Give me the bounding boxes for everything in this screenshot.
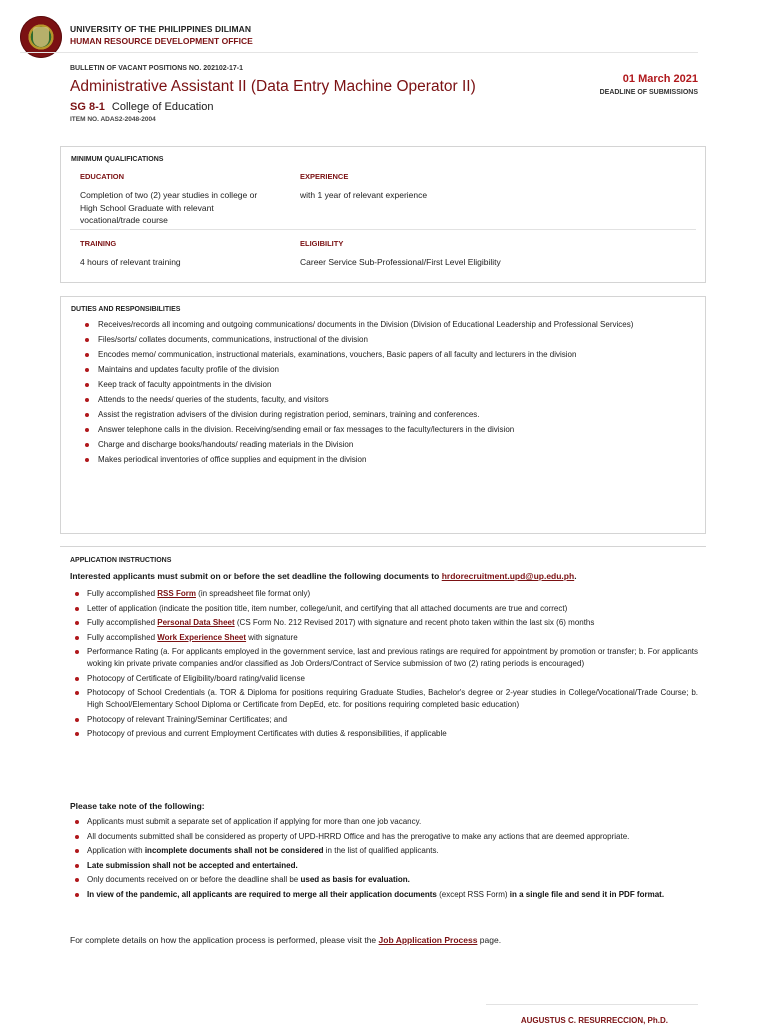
list-item: Maintains and updates faculty profile of the division <box>81 364 681 377</box>
item-text-bold: incomplete documents shall not be considered <box>144 846 324 855</box>
experience-label: EXPERIENCE <box>300 172 349 181</box>
notes-list <box>70 816 698 903</box>
signatory-name: AUGUSTUS C. RESURRECCION, Ph.D. <box>520 1016 668 1025</box>
qualifications-divider <box>70 229 696 230</box>
personal-data-sheet-link[interactable]: Personal Data Sheet <box>157 618 235 627</box>
list-item: Photocopy of previous and current Employment Certificates with duties & responsibilities, if applicable <box>70 728 698 740</box>
list-item: Letter of application (indicate the position title, item number, college/unit, and certifying that all attached documents are true and correct) <box>70 603 698 615</box>
qualifications-heading: MINIMUM QUALIFICATIONS <box>71 156 164 163</box>
education-cell <box>80 172 270 227</box>
item-text: Fully accomplished <box>87 618 156 627</box>
list-item: Answer telephone calls in the division. Receiving/sending email or fax messages to the faculty/lecturers in the division <box>81 424 681 437</box>
deadline-label: DEADLINE OF SUBMISSIONS <box>599 89 698 96</box>
item-number: ITEM NO. ADAS2-2048-2004 <box>70 116 156 123</box>
list-item: Charge and discharge books/handouts/ reading materials in the Division <box>81 439 681 452</box>
university-name: UNIVERSITY OF THE PHILIPPINES DILIMAN <box>70 24 252 34</box>
list-item <box>70 588 698 600</box>
duties-box <box>60 296 706 534</box>
item-text-bold: used as basis for evaluation. <box>300 875 410 884</box>
office-name: HUMAN RESOURCE DEVELOPMENT OFFICE <box>70 36 253 46</box>
application-intro: Interested applicants must submit on or before the set deadline the following documents to hrdorecruitment.upd@up.edu.ph. <box>70 571 577 581</box>
list-item: Encodes memo/ communication, instructional materials, examinations, vouchers, Basic papers of all faculty and lecturers in the division <box>81 349 681 362</box>
list-item: Photocopy of School Credentials (a. TOR & Diploma for positions requiring Graduate Studies, Bachelor's degree or 2-year studies in College/Vocational/Trade Course; b. High School/Elementary School Diploma or Certificate from DepEd, etc. for positions requiring completed basic education) <box>70 687 698 711</box>
list-item <box>70 845 698 857</box>
duties-heading: DUTIES AND RESPONSIBILITIES <box>71 306 181 313</box>
list-item: Receives/records all incoming and outgoing communications/ documents in the Division (Division of Educational Leadership and Professional Services) <box>81 319 681 332</box>
note-heading: Please take note of the following: <box>70 801 205 811</box>
item-text: (CS Form No. 212 Revised 2017) with signature and recent photo taken within the last six (6) months <box>236 618 595 627</box>
education-label: EDUCATION <box>80 172 125 181</box>
item-text-bold: in a single file and send it in PDF format. <box>509 889 665 899</box>
bulletin-number <box>70 65 243 72</box>
list-item: Files/sorts/ collates documents, communications, instructional of the division <box>81 334 681 347</box>
item-text: Application with <box>87 846 143 855</box>
training-label: TRAINING <box>80 239 117 248</box>
position-title: Administrative Assistant II (Data Entry Machine Operator II) <box>70 78 476 95</box>
list-item: Assist the registration advisers of the division during registration period, seminars, training and conferences. <box>81 409 681 422</box>
list-item: Applicants must submit a separate set of application if applying for more than one job vacancy. <box>70 816 698 828</box>
training-text: 4 hours of relevant training <box>80 257 181 267</box>
list-item: Keep track of faculty appointments in the division <box>81 379 681 392</box>
application-section <box>60 546 706 947</box>
item-text: Fully accomplished <box>87 632 156 642</box>
item-text-bold: In view of the pandemic, all applicants are required to merge all their application documents <box>87 889 437 899</box>
list-item <box>70 874 698 886</box>
header-divider <box>20 52 698 53</box>
list-item: Makes periodical inventories of office supplies and equipment in the division <box>81 454 681 467</box>
bulletin-prefix: BULLETIN OF VACANT POSITIONS NO. <box>70 65 202 72</box>
list-item <box>70 860 698 872</box>
list-item <box>70 617 698 629</box>
signature-line <box>486 1004 698 1005</box>
list-item <box>70 889 698 901</box>
experience-cell <box>300 172 600 202</box>
experience-text: with 1 year of relevant experience <box>300 190 428 200</box>
job-application-process-link[interactable]: Job Application Process <box>378 935 478 945</box>
education-text: Completion of two (2) year studies in college or High School Graduate with relevant vocational/trade course <box>80 190 258 225</box>
item-text-bold: Late submission shall not be accepted and entertained. <box>87 860 298 870</box>
email-link[interactable]: hrdorecruitment.upd@up.edu.ph <box>441 571 575 581</box>
application-heading: APPLICATION INSTRUCTIONS <box>70 557 172 564</box>
duties-list <box>81 319 681 469</box>
eligibility-text: Career Service Sub-Professional/First Level Eligibility <box>300 257 501 267</box>
list-item: Attends to the needs/ queries of the students, faculty, and visitors <box>81 394 681 407</box>
work-experience-sheet-link[interactable]: Work Experience Sheet <box>157 632 247 642</box>
salary-grade-line <box>70 101 213 113</box>
eligibility-label: ELIGIBILITY <box>300 239 344 248</box>
item-text: Only documents received on or before the deadline shall be <box>87 875 299 884</box>
intro-text: Interested applicants must submit on or before the set deadline the following documents to <box>70 571 440 581</box>
eligibility-cell <box>300 239 600 269</box>
item-text: (except RSS Form) <box>439 889 508 899</box>
bulletin-value: 202102-17-1 <box>203 65 243 72</box>
final-text: For complete details on how the application process is performed, please visit the <box>70 935 377 945</box>
salary-grade: SG 8-1 <box>70 101 105 113</box>
list-item <box>70 632 698 644</box>
list-item: Performance Rating (a. For applicants employed in the government service, last and previous ratings are required for appointment by promotion or transfer; b. For applicants woking kin private private companies and/or classified as Job Orders/Contract of Service submission of two (2) rating periods is encouraged) <box>70 646 698 670</box>
training-cell <box>80 239 270 269</box>
list-item: All documents submitted shall be considered as property of UPD-HRRD Office and has the prerogative to make any actions that are deemed appropriate. <box>70 831 698 843</box>
item-text: (in spreadsheet file format only) <box>198 589 311 598</box>
list-item: Photocopy of relevant Training/Seminar Certificates; and <box>70 714 698 726</box>
list-item: Photocopy of Certificate of Eligibility/board rating/valid license <box>70 673 698 685</box>
college-name: College of Education <box>111 101 214 113</box>
final-text: page. <box>479 935 502 945</box>
item-text: in the list of qualified applicants. <box>325 846 439 855</box>
final-note <box>70 935 501 945</box>
qualifications-box <box>60 146 706 283</box>
item-text: with signature <box>248 632 298 642</box>
item-text: Fully accomplished <box>87 589 156 598</box>
requirements-list <box>70 588 698 743</box>
deadline-date: 01 March 2021 <box>622 73 698 85</box>
rss-form-link[interactable]: RSS Form <box>157 589 196 598</box>
